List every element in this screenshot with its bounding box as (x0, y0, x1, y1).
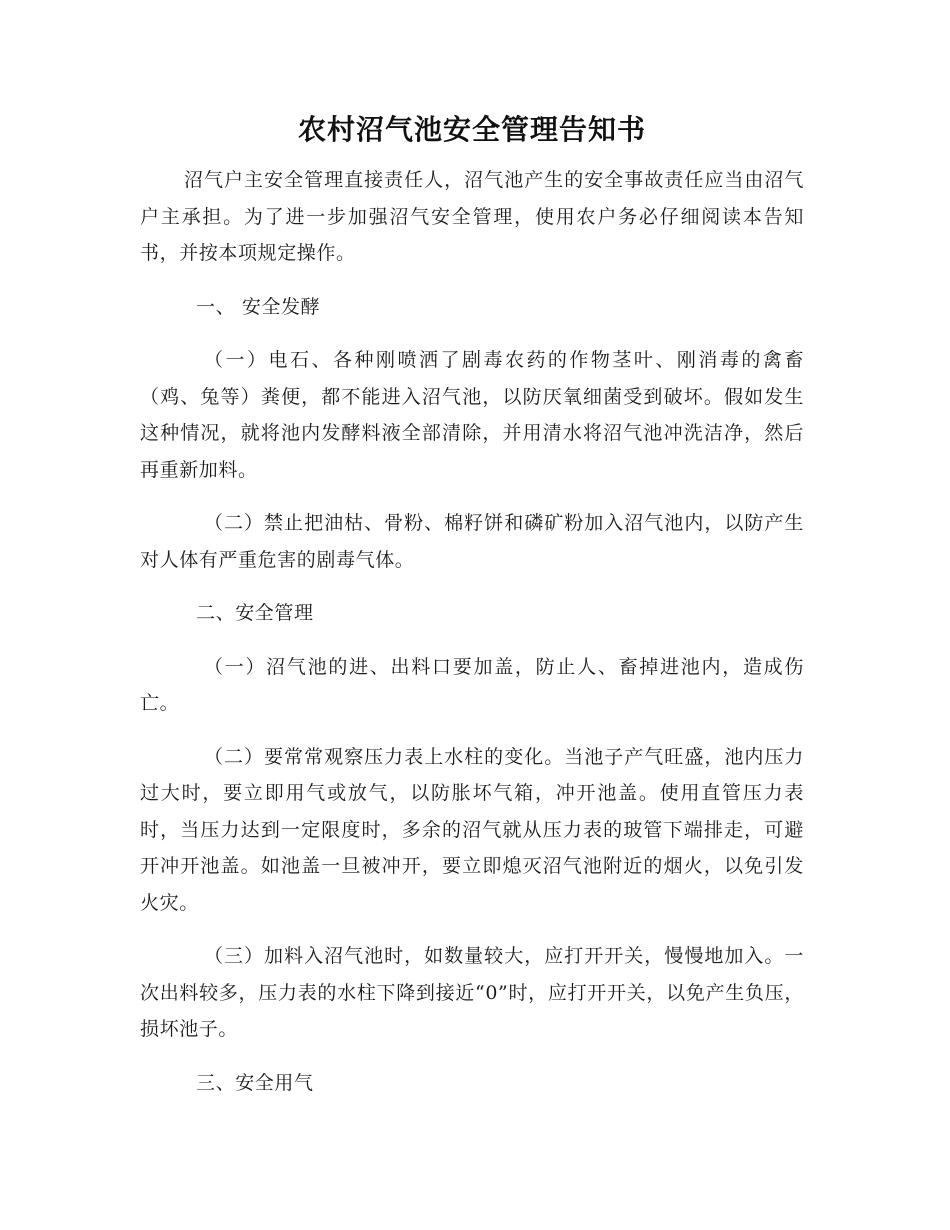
section-heading-1: 一、 安全发酵 (196, 295, 321, 318)
spacer (140, 325, 804, 342)
section-heading-2: 二、安全管理 (196, 602, 314, 624)
spacer (140, 722, 804, 739)
spacer (140, 578, 804, 595)
spacer (140, 921, 804, 938)
document-title: 农村沼气池安全管理告知书 (297, 113, 646, 146)
intro-paragraph: 沼气户主安全管理直接责任人，沼气池产生的安全事故责任应当由沼气户主承担。为了进一步加强沼气安全管理，使用农户务必仔细阅读本告知书，并按本项规定操作。 (140, 169, 804, 264)
spacer (140, 272, 804, 289)
section-2-item-2: （二）要常常观察压力表上水柱的变化。当池子产气旺盛，池内压力过大时，要立即用气或放气，以防胀坏气箱，冲开池盖。使用直管压力表时，当压力达到一定限度时，多余的沼气就从压力表的玻管下端排走，可避开冲开池盖。如池盖一旦被冲开，要立即熄灭沼气池附近的烟火，以免引发火灾。 (140, 745, 804, 914)
spacer (140, 488, 804, 505)
section-heading-3: 三、安全用气 (196, 1071, 314, 1094)
section-2-item-1: （一）沼气池的进、出料口要加盖，防止人、畜掉进池内，造成伤亡。 (140, 655, 804, 714)
spacer (140, 1048, 804, 1065)
section-2-item-3: （三）加料入沼气池时，如数量较大，应打开开关，慢慢地加入。一次出料较多，压力表的水柱下降到接近“0”时，应打开开关，以免产生负压，损坏池子。 (140, 945, 804, 1040)
section-1-item-1: （一）电石、各种刚喷洒了剧毒农药的作物茎叶、刚消毒的禽畜（鸡、兔等）粪便，都不能进入沼气池，以防厌氧细菌受到破坏。假如发生这种情况，就将池内发酵料液全部清除，并用清水将沼气池冲洗洁净，然后再重新加料。 (140, 349, 804, 481)
spacer (140, 632, 804, 649)
section-1-item-2: （二）禁止把油枯、骨粉、棉籽饼和磷矿粉加入沼气池内，以防产生对人体有严重危害的剧毒气体。 (140, 512, 804, 571)
document-page (140, 108, 804, 1101)
